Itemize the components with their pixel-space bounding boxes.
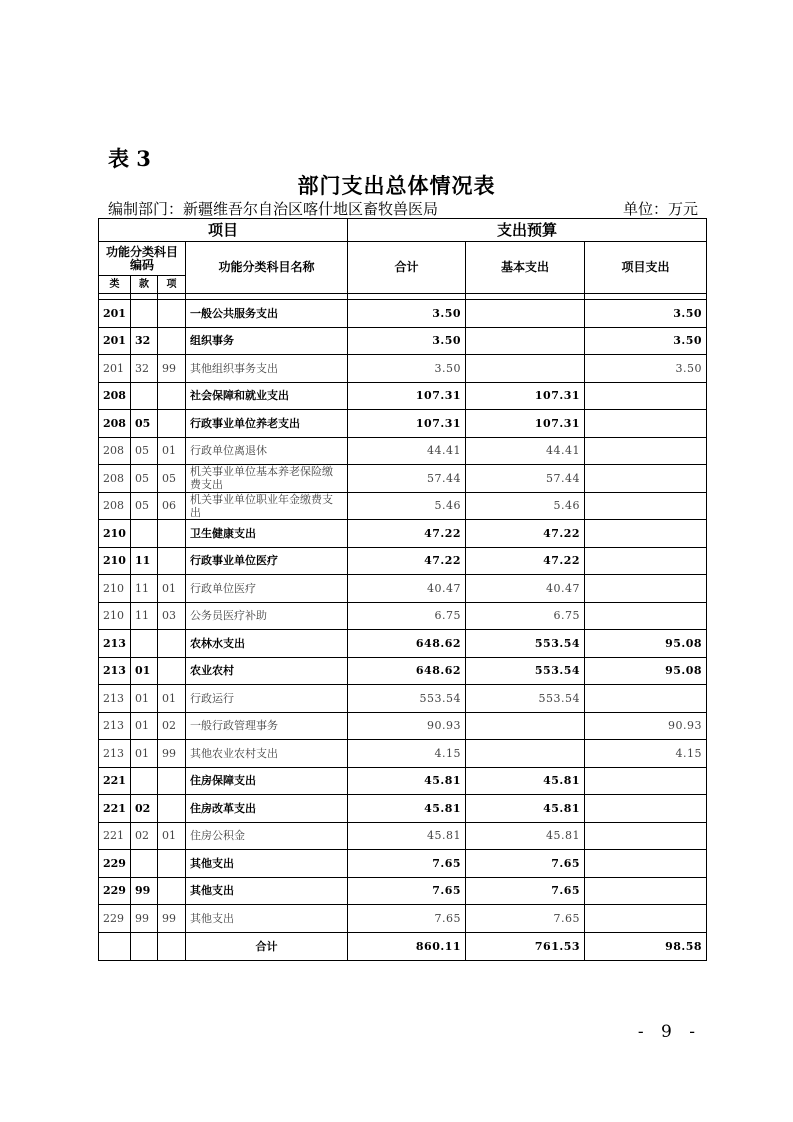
row-name: 机关事业单位基本养老保险缴费支出 [186,465,348,493]
row-project: 4.15 [585,740,707,768]
row-kuan [131,850,158,878]
row-project [585,905,707,933]
row-total: 3.50 [348,355,466,383]
row-xiang [158,410,186,438]
row-basic [466,300,585,328]
header-code-group: 功能分类科目编码 [99,242,186,276]
table-row [99,740,707,768]
table-row [99,575,707,603]
row-kuan [131,300,158,328]
header-project: 项目 [99,219,348,242]
row-name: 农业农村 [186,657,348,685]
table-row [99,657,707,685]
row-name: 其他组织事务支出 [186,355,348,383]
row-lei: 213 [99,657,131,685]
row-lei: 210 [99,520,131,548]
row-xiang: 02 [158,712,186,740]
table-row [99,547,707,575]
row-project [585,410,707,438]
row-project: 3.50 [585,327,707,355]
row-lei: 210 [99,602,131,630]
table-row [99,382,707,410]
row-basic: 40.47 [466,575,585,603]
row-kuan: 01 [131,685,158,713]
row-lei: 229 [99,850,131,878]
row-basic: 44.41 [466,437,585,465]
row-xiang [158,382,186,410]
row-basic [466,712,585,740]
row-xiang [158,327,186,355]
row-basic [466,355,585,383]
compiling-department: 编制部门：新疆维吾尔自治区喀什地区畜牧兽医局 [108,200,439,218]
row-basic: 107.31 [466,382,585,410]
row-project [585,520,707,548]
row-xiang [158,850,186,878]
row-xiang [158,300,186,328]
row-basic: 553.54 [466,685,585,713]
row-total: 107.31 [348,382,466,410]
row-total: 6.75 [348,602,466,630]
row-total: 648.62 [348,630,466,658]
row-basic: 7.65 [466,850,585,878]
expenditure-table [98,218,707,961]
row-lei: 208 [99,410,131,438]
row-name: 行政运行 [186,685,348,713]
row-xiang: 06 [158,492,186,520]
row-project [585,437,707,465]
row-lei: 201 [99,327,131,355]
row-xiang [158,767,186,795]
row-basic [466,327,585,355]
row-basic: 45.81 [466,795,585,823]
row-lei: 229 [99,877,131,905]
row-kuan [131,630,158,658]
header-project-expenditure: 项目支出 [585,242,707,294]
row-name: 行政事业单位养老支出 [186,410,348,438]
row-kuan [131,382,158,410]
row-project [585,575,707,603]
row-basic: 553.54 [466,657,585,685]
row-project [585,492,707,520]
row-lei: 213 [99,712,131,740]
row-lei: 221 [99,767,131,795]
table-body [99,300,707,933]
row-kuan: 01 [131,657,158,685]
table-row [99,905,707,933]
row-name: 行政事业单位医疗 [186,547,348,575]
row-xiang: 99 [158,905,186,933]
row-kuan: 11 [131,602,158,630]
row-kuan: 01 [131,740,158,768]
row-name: 一般行政管理事务 [186,712,348,740]
table-row [99,877,707,905]
totals-project: 98.58 [585,932,707,960]
row-name: 行政单位医疗 [186,575,348,603]
row-kuan: 99 [131,905,158,933]
row-basic: 45.81 [466,767,585,795]
table-row [99,355,707,383]
row-name: 卫生健康支出 [186,520,348,548]
row-name: 公务员医疗补助 [186,602,348,630]
row-total: 47.22 [348,547,466,575]
table-row [99,795,707,823]
row-basic: 553.54 [466,630,585,658]
row-name: 住房公积金 [186,822,348,850]
row-lei: 201 [99,355,131,383]
row-name: 机关事业单位职业年金缴费支出 [186,492,348,520]
row-lei: 221 [99,822,131,850]
row-kuan: 11 [131,547,158,575]
row-xiang: 03 [158,602,186,630]
totals-label: 合计 [186,932,348,960]
row-project [585,547,707,575]
row-basic: 5.46 [466,492,585,520]
row-lei: 208 [99,382,131,410]
row-kuan: 05 [131,437,158,465]
table-row [99,767,707,795]
table-row [99,685,707,713]
row-total: 5.46 [348,492,466,520]
table-row [99,712,707,740]
row-kuan: 99 [131,877,158,905]
row-project [585,382,707,410]
row-name: 行政单位离退休 [186,437,348,465]
unit-label: 单位：万元 [622,200,698,218]
row-kuan: 02 [131,795,158,823]
row-lei: 221 [99,795,131,823]
row-total: 90.93 [348,712,466,740]
row-basic: 107.31 [466,410,585,438]
row-basic: 47.22 [466,547,585,575]
row-lei: 213 [99,630,131,658]
row-total: 45.81 [348,767,466,795]
page-label: 表 3 [108,146,151,171]
row-project [585,685,707,713]
row-project: 3.50 [585,355,707,383]
row-project [585,465,707,493]
row-total: 4.15 [348,740,466,768]
totals-basic: 761.53 [466,932,585,960]
row-name: 组织事务 [186,327,348,355]
row-name: 其他支出 [186,905,348,933]
row-xiang: 01 [158,575,186,603]
row-total: 57.44 [348,465,466,493]
row-name: 其他农业农村支出 [186,740,348,768]
row-lei: 213 [99,685,131,713]
totals-lei [99,932,131,960]
row-lei: 210 [99,575,131,603]
row-name: 农林水支出 [186,630,348,658]
row-project: 90.93 [585,712,707,740]
row-total: 7.65 [348,877,466,905]
row-total: 3.50 [348,300,466,328]
row-name: 住房保障支出 [186,767,348,795]
row-total: 7.65 [348,850,466,878]
header-basic: 基本支出 [466,242,585,294]
totals-kuan [131,932,158,960]
row-total: 47.22 [348,520,466,548]
page-title: 部门支出总体情况表 [297,173,496,198]
table-row [99,630,707,658]
header-lei: 类 [99,276,131,294]
row-total: 45.81 [348,822,466,850]
row-xiang [158,877,186,905]
row-name: 其他支出 [186,877,348,905]
row-name: 其他支出 [186,850,348,878]
row-project [585,602,707,630]
row-kuan: 02 [131,822,158,850]
row-kuan: 32 [131,355,158,383]
header-name: 功能分类科目名称 [186,242,348,294]
row-project [585,850,707,878]
row-basic: 7.65 [466,905,585,933]
row-basic: 47.22 [466,520,585,548]
row-lei: 201 [99,300,131,328]
row-name: 一般公共服务支出 [186,300,348,328]
row-xiang: 05 [158,465,186,493]
row-kuan: 05 [131,465,158,493]
row-kuan: 11 [131,575,158,603]
row-xiang: 99 [158,355,186,383]
table-row [99,327,707,355]
row-kuan: 05 [131,410,158,438]
table-row [99,465,707,493]
row-kuan: 32 [131,327,158,355]
row-total: 7.65 [348,905,466,933]
row-total: 553.54 [348,685,466,713]
row-project [585,767,707,795]
page-number: - 9 - [637,1022,701,1042]
row-total: 40.47 [348,575,466,603]
row-total: 3.50 [348,327,466,355]
row-xiang: 01 [158,822,186,850]
row-lei: 229 [99,905,131,933]
row-name: 社会保障和就业支出 [186,382,348,410]
row-total: 648.62 [348,657,466,685]
table-row [99,822,707,850]
row-xiang: 01 [158,685,186,713]
table-row [99,520,707,548]
row-lei: 208 [99,492,131,520]
row-lei: 208 [99,465,131,493]
row-project [585,795,707,823]
row-xiang: 01 [158,437,186,465]
row-lei: 208 [99,437,131,465]
row-xiang [158,630,186,658]
row-kuan: 01 [131,712,158,740]
header-kuan: 款 [131,276,158,294]
header-budget: 支出预算 [348,219,707,242]
row-lei: 210 [99,547,131,575]
row-xiang [158,795,186,823]
row-project: 95.08 [585,657,707,685]
totals-total: 860.11 [348,932,466,960]
row-xiang: 99 [158,740,186,768]
row-xiang [158,547,186,575]
table-row [99,602,707,630]
row-project: 95.08 [585,630,707,658]
row-project [585,822,707,850]
row-project: 3.50 [585,300,707,328]
row-name: 住房改革支出 [186,795,348,823]
totals-xiang [158,932,186,960]
row-kuan: 05 [131,492,158,520]
row-total: 44.41 [348,437,466,465]
row-lei: 213 [99,740,131,768]
row-total: 107.31 [348,410,466,438]
row-basic: 7.65 [466,877,585,905]
row-total: 45.81 [348,795,466,823]
row-basic: 45.81 [466,822,585,850]
row-xiang [158,657,186,685]
row-basic: 6.75 [466,602,585,630]
row-xiang [158,520,186,548]
table-row [99,850,707,878]
row-kuan [131,520,158,548]
table-row [99,492,707,520]
row-project [585,877,707,905]
table-row [99,437,707,465]
row-basic [466,740,585,768]
header-total: 合计 [348,242,466,294]
totals-row [99,932,707,960]
table-row [99,410,707,438]
header-xiang: 项 [158,276,186,294]
row-kuan [131,767,158,795]
table-row [99,300,707,328]
row-basic: 57.44 [466,465,585,493]
